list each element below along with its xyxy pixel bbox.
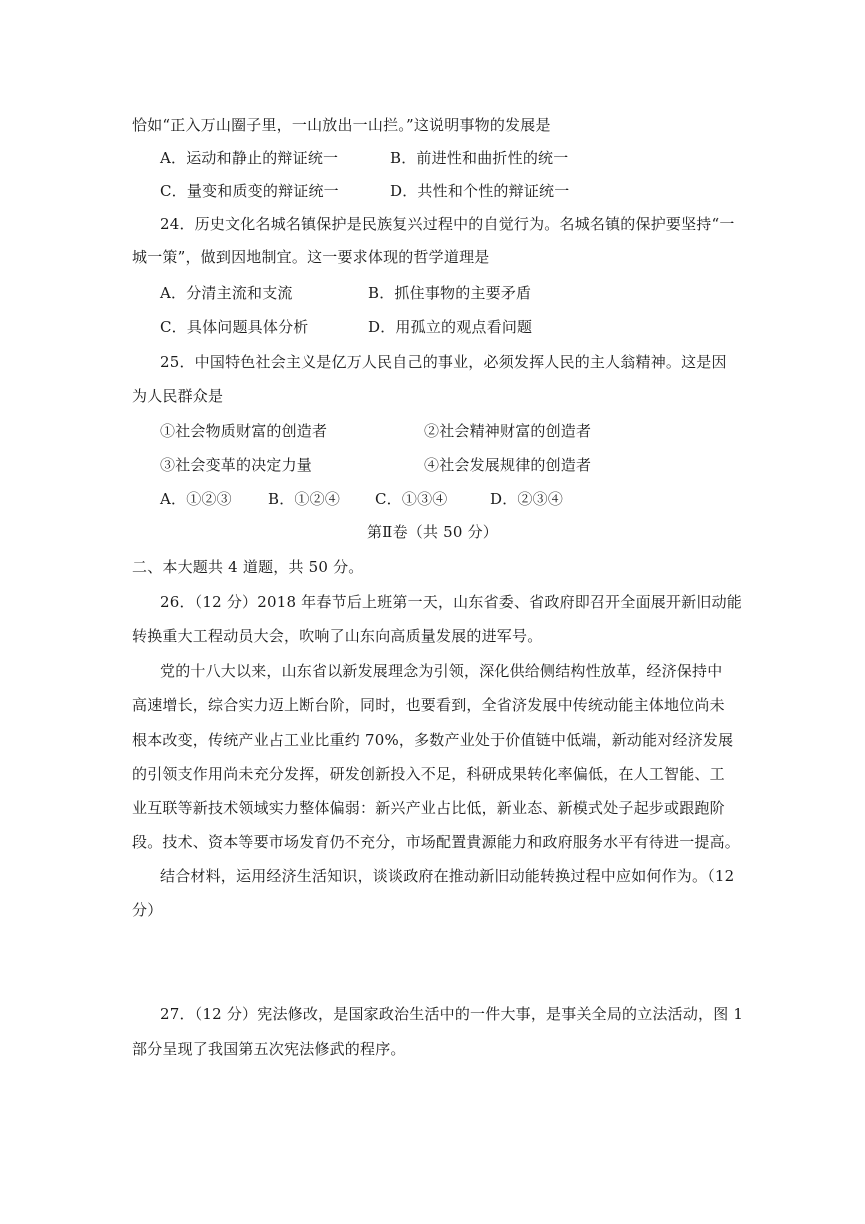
q26-line-9: 结合材料，运用经济生活知识，谈谈政府在推动新旧动能转换过程中应如何作为。（12 [160,867,735,885]
q26-line-1: 26．（12 分）2018 年春节后上班第一天，山东省委、省政府即召开全面展开新旧动能 [160,593,742,611]
q27-line-2: 部分呈现了我国第五次宪法修武的程序。 [132,1040,406,1058]
q23-option-a: A．运动和静止的辩证统一 [160,149,339,167]
q25-item-2: ②社会精神财富的创造者 [424,422,592,440]
q24-stem-line1: 24．历史文化名城名镇保护是民族复兴过程中的自觉行为。名城名镇的保护要坚持“一 [160,215,735,233]
q26-line-4: 高速增长，综合实力迈上断台阶，同时，也要看到，全省济发展中传统动能主体地位尚未 [132,696,725,714]
section2-title: 第Ⅱ卷（共 50 分） [366,523,499,541]
q25-item-4: ④社会发展规律的创造者 [424,456,592,474]
q26-line-2: 转换重大工程动员大会，吹响了山东向高质量发展的进军号。 [132,627,543,645]
q24-option-a: A．分清主流和支流 [160,284,293,302]
q26-line-5: 根本改变，传统产业占工业比重约 70%，多数产业处于价值链中低端，新动能对经济发展 [132,731,734,749]
q23-option-b: B．前进性和曲折性的统一 [390,149,569,167]
q26-line-8: 段。技术、资本等要市场发育仍不充分，市场配置貴源能力和政府服务水平有待进一提高。 [132,833,741,851]
q23-option-c: C．量变和质变的辩证统一 [160,182,339,200]
q23-stem-tail: 恰如“正入万山圈子里，一山放出一山拦。”这说明事物的发展是 [132,116,551,134]
q26-line-3: 党的十八大以来，山东省以新发展理念为引领，深化供给侧结构性放革，经济保持中 [160,662,723,680]
q25-item-3: ③社会变革的决定力量 [160,456,313,474]
q24-stem-line2: 城一策”，做到因地制宜。这一要求体现的哲学道理是 [132,248,490,266]
q24-option-c: C．具体问题具体分析 [160,318,309,336]
q25-option-d: D．②③④ [490,490,564,508]
q27-line-1: 27．（12 分）宪法修改，是国家政治生活中的一件大事，是事关全局的立法活动，图 1 [160,1005,744,1023]
q25-option-b: B．①②④ [268,490,341,508]
q26-line-6: 的引领支作用尚未充分发挥，研发创新投入不足，科研成果转化率偏低，在人工智能、工 [132,765,725,783]
q23-option-d: D．共性和个性的辩证统一 [390,182,570,200]
q24-option-d: D．用孤立的观点看问题 [368,318,533,336]
q26-line-10: 分） [132,901,163,919]
q25-option-a: A．①②③ [160,490,232,508]
q26-line-7: 业互联等新技术领域实力整体偏弱：新兴产业占比低，新业态、新模式处子起步或跟跑阶 [132,799,725,817]
q25-stem-line1: 25．中国特色社会主义是亿万人民自己的事业，必须发挥人民的主人翁精神。这是因 [160,353,727,371]
q25-option-c: C．①③④ [375,490,448,508]
q25-stem-line2: 为人民群众是 [132,387,224,405]
section2-intro: 二、本大题共 4 道题，共 50 分。 [132,558,364,576]
q25-item-1: ①社会物质财富的创造者 [160,422,328,440]
q24-option-b: B．抓住事物的主要矛盾 [368,284,532,302]
